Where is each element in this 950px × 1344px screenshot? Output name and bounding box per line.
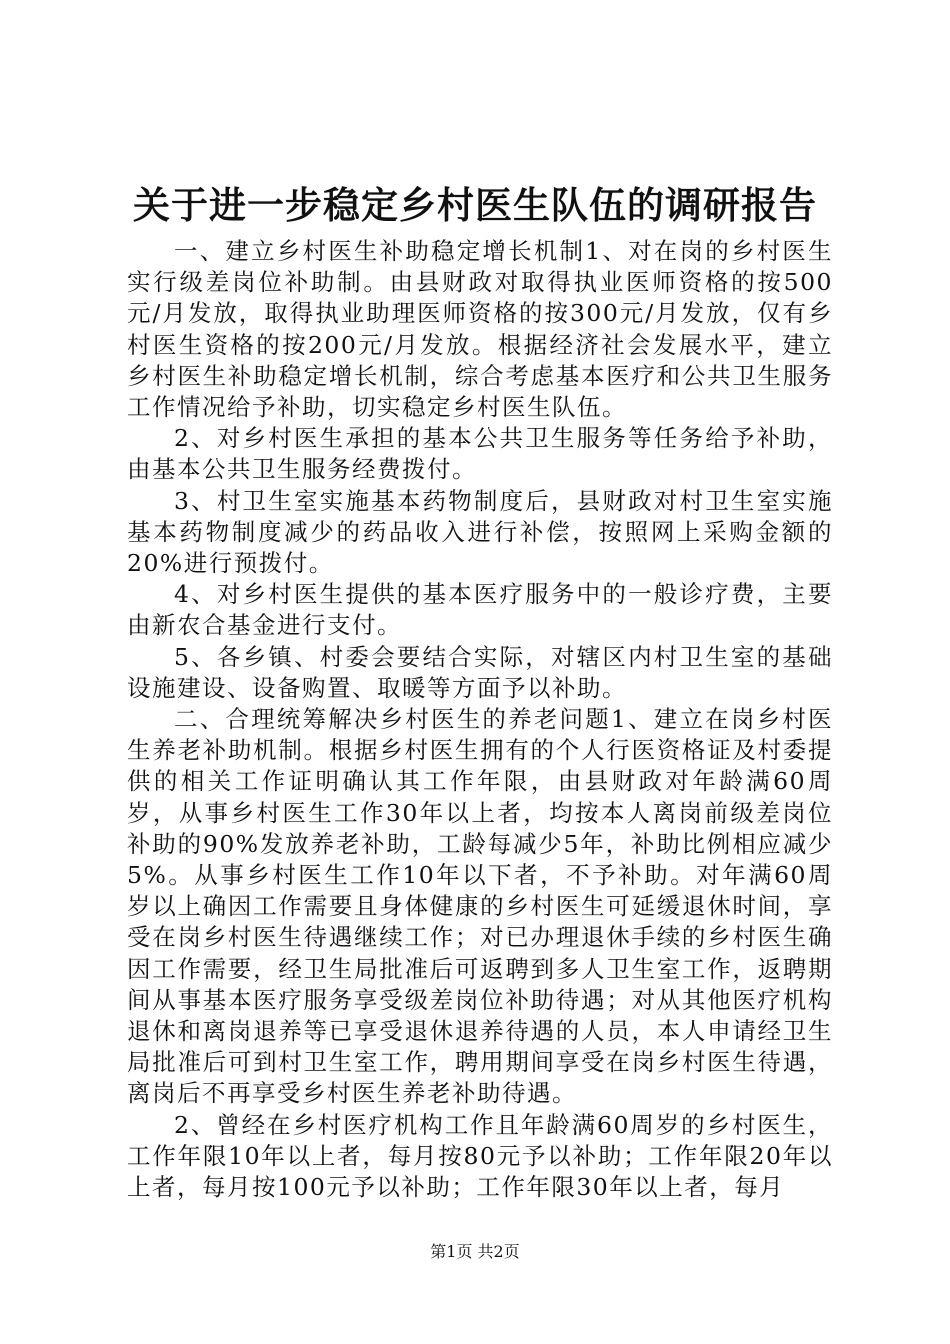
paragraph: 5、各乡镇、村委会要结合实际，对辖区内村卫生室的基础设施建设、设备购置、取暖等方面予以补助。: [127, 642, 833, 702]
paragraph: 2、对乡村医生承担的基本公共卫生服务等任务给予补助，由基本公共卫生服务经费拨付。: [127, 424, 833, 484]
page-indicator: 第1页 共2页: [430, 1242, 520, 1261]
page-footer: [0, 1241, 950, 1263]
paragraph: 二、合理统筹解决乡村医生的养老问题1、建立在岗乡村医生养老补助机制。根据乡村医生拥有的个人行医资格证及村委提供的相关工作证明确认其工作年限，由县财政对年龄满60周岁，从事乡村医生工作30年以上者，均按本人离岗前级差岗位补助的90%发放养老补助，工龄每减少5年，补助比例相应减少5%。从事乡村医生工作10年以下者，不予补助。对年满60周岁以上确因工作需要且身体健康的乡村医生可延缓退休时间，享受在岗乡村医生待遇继续工作；对已办理退休手续的乡村医生确因工作需要，经卫生局批准后可返聘到多人卫生室工作，返聘期间从事基本医疗服务享受级差岗位补助待遇；对从其他医疗机构退休和离岗退养等已享受退休退养待遇的人员，本人申请经卫生局批准后可到村卫生室工作，聘用期间享受在岗乡村医生待遇，离岗后不再享受乡村医生养老补助待遇。: [127, 705, 833, 1108]
document-body: [127, 236, 833, 1203]
document-title: 关于进一步稳定乡村医生队伍的调研报告: [133, 183, 817, 227]
paragraph: 2、曾经在乡村医疗机构工作且年龄满60周岁的乡村医生，工作年限10年以上者，每月按80元予以补助；工作年限20年以上者，每月按100元予以补助；工作年限30年以上者，每月: [127, 1110, 833, 1202]
paragraph: 4、对乡村医生提供的基本医疗服务中的一般诊疗费，主要由新农合基金进行支付。: [127, 580, 833, 640]
paragraph: 3、村卫生室实施基本药物制度后，县财政对村卫生室实施基本药物制度减少的药品收入进行补偿，按照网上采购金额的20%进行预拨付。: [127, 486, 833, 578]
paragraph: 一、建立乡村医生补助稳定增长机制1、对在岗的乡村医生实行级差岗位补助制。由县财政对取得执业医师资格的按500元/月发放，取得执业助理医师资格的按300元/月发放，仅有乡村医生资格的按200元/月发放。根据经济社会发展水平，建立乡村医生补助稳定增长机制，综合考虑基本医疗和公共卫生服务工作情况给予补助，切实稳定乡村医生队伍。: [127, 237, 833, 422]
